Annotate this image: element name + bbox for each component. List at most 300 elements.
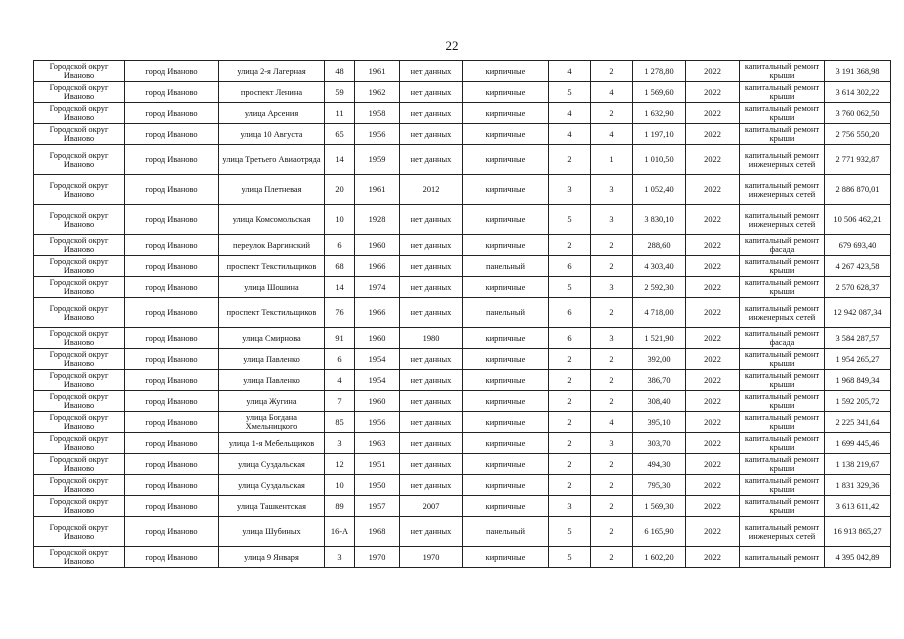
cell-floors: 6 — [549, 328, 591, 349]
cell-city: город Иваново — [125, 349, 219, 370]
cell-district: Городской округ Иваново — [34, 124, 125, 145]
table-row — [34, 454, 891, 475]
cell-floors: 2 — [549, 412, 591, 433]
cell-work-type: капитальный ремонт крыши — [740, 103, 825, 124]
cell-material: кирпичные — [463, 175, 549, 205]
cell-entrances: 2 — [591, 517, 633, 547]
table-row — [34, 103, 891, 124]
cell-floors: 2 — [549, 454, 591, 475]
cell-cost: 1 968 849,34 — [825, 370, 891, 391]
cell-plan-year: 2022 — [686, 349, 740, 370]
cell-cost: 12 942 087,34 — [825, 298, 891, 328]
cell-material: кирпичные — [463, 82, 549, 103]
cell-street: улица Шошина — [219, 277, 325, 298]
cell-material: кирпичные — [463, 412, 549, 433]
cell-area: 1 632,90 — [633, 103, 686, 124]
cell-cost: 1 699 445,46 — [825, 433, 891, 454]
cell-material: кирпичные — [463, 145, 549, 175]
cell-material: кирпичные — [463, 103, 549, 124]
cell-entrances: 2 — [591, 370, 633, 391]
cell-plan-year: 2022 — [686, 61, 740, 82]
cell-house: 6 — [325, 349, 355, 370]
cell-entrances: 2 — [591, 235, 633, 256]
table-row — [34, 412, 891, 433]
cell-year-built: 1956 — [355, 124, 400, 145]
cell-year-built: 1928 — [355, 205, 400, 235]
cell-year-renovated: нет данных — [400, 433, 463, 454]
cell-entrances: 2 — [591, 391, 633, 412]
cell-floors: 5 — [549, 517, 591, 547]
cell-street: улица Третьего Авиаотряда — [219, 145, 325, 175]
cell-plan-year: 2022 — [686, 475, 740, 496]
cell-year-renovated: нет данных — [400, 124, 463, 145]
cell-plan-year: 2022 — [686, 124, 740, 145]
cell-year-built: 1959 — [355, 145, 400, 175]
cell-work-type: капитальный ремонт крыши — [740, 496, 825, 517]
cell-year-renovated: нет данных — [400, 61, 463, 82]
cell-year-renovated: нет данных — [400, 145, 463, 175]
cell-area: 288,60 — [633, 235, 686, 256]
cell-house: 6 — [325, 235, 355, 256]
cell-area: 795,30 — [633, 475, 686, 496]
table-row — [34, 277, 891, 298]
table-row — [34, 370, 891, 391]
cell-material: кирпичные — [463, 370, 549, 391]
cell-house: 16-А — [325, 517, 355, 547]
cell-house: 65 — [325, 124, 355, 145]
cell-area: 1 010,50 — [633, 145, 686, 175]
cell-plan-year: 2022 — [686, 370, 740, 391]
table-row — [34, 235, 891, 256]
cell-plan-year: 2022 — [686, 547, 740, 568]
cell-year-built: 1966 — [355, 256, 400, 277]
cell-floors: 5 — [549, 547, 591, 568]
cell-house: 11 — [325, 103, 355, 124]
renovation-table — [33, 60, 891, 568]
cell-house: 10 — [325, 475, 355, 496]
cell-cost: 1 138 219,67 — [825, 454, 891, 475]
cell-material: кирпичные — [463, 496, 549, 517]
cell-house: 3 — [325, 433, 355, 454]
cell-cost: 2 570 628,37 — [825, 277, 891, 298]
cell-work-type: капитальный ремонт инженерных сетей — [740, 175, 825, 205]
cell-material: кирпичные — [463, 349, 549, 370]
page-number: 22 — [445, 38, 459, 53]
cell-floors: 5 — [549, 277, 591, 298]
cell-street: улица Смирнова — [219, 328, 325, 349]
cell-work-type: капитальный ремонт инженерных сетей — [740, 298, 825, 328]
cell-material: кирпичные — [463, 205, 549, 235]
cell-work-type: капитальный ремонт крыши — [740, 277, 825, 298]
cell-material: кирпичные — [463, 124, 549, 145]
cell-work-type: капитальный ремонт крыши — [740, 349, 825, 370]
cell-floors: 3 — [549, 175, 591, 205]
cell-city: город Иваново — [125, 412, 219, 433]
cell-area: 1 521,90 — [633, 328, 686, 349]
cell-plan-year: 2022 — [686, 145, 740, 175]
cell-area: 4 303,40 — [633, 256, 686, 277]
cell-street: улица Плетневая — [219, 175, 325, 205]
cell-material: кирпичные — [463, 61, 549, 82]
cell-work-type: капитальный ремонт крыши — [740, 433, 825, 454]
cell-cost: 4 267 423,58 — [825, 256, 891, 277]
cell-floors: 6 — [549, 256, 591, 277]
cell-cost: 2 756 550,20 — [825, 124, 891, 145]
cell-entrances: 2 — [591, 61, 633, 82]
cell-district: Городской округ Иваново — [34, 61, 125, 82]
cell-house: 7 — [325, 391, 355, 412]
cell-city: город Иваново — [125, 454, 219, 475]
cell-street: улица Суздальская — [219, 454, 325, 475]
cell-cost: 1 592 205,72 — [825, 391, 891, 412]
cell-district: Городской округ Иваново — [34, 433, 125, 454]
cell-year-built: 1960 — [355, 391, 400, 412]
cell-area: 395,10 — [633, 412, 686, 433]
cell-city: город Иваново — [125, 256, 219, 277]
cell-year-built: 1958 — [355, 103, 400, 124]
cell-material: кирпичные — [463, 328, 549, 349]
cell-plan-year: 2022 — [686, 235, 740, 256]
cell-entrances: 2 — [591, 103, 633, 124]
cell-year-built: 1962 — [355, 82, 400, 103]
cell-city: город Иваново — [125, 175, 219, 205]
cell-cost: 3 191 368,98 — [825, 61, 891, 82]
cell-year-renovated: нет данных — [400, 475, 463, 496]
cell-area: 4 718,00 — [633, 298, 686, 328]
cell-street: улица 9 Января — [219, 547, 325, 568]
cell-street: улица Комсомольская — [219, 205, 325, 235]
cell-entrances: 2 — [591, 547, 633, 568]
cell-work-type: капитальный ремонт крыши — [740, 82, 825, 103]
table-row — [34, 349, 891, 370]
cell-city: город Иваново — [125, 205, 219, 235]
cell-district: Городской округ Иваново — [34, 103, 125, 124]
cell-house: 85 — [325, 412, 355, 433]
cell-work-type: капитальный ремонт фасада — [740, 328, 825, 349]
cell-street: улица Павленко — [219, 370, 325, 391]
cell-work-type: капитальный ремонт фасада — [740, 235, 825, 256]
cell-work-type: капитальный ремонт — [740, 547, 825, 568]
cell-district: Городской округ Иваново — [34, 391, 125, 412]
cell-year-built: 1963 — [355, 433, 400, 454]
table-row — [34, 82, 891, 103]
table-row — [34, 433, 891, 454]
cell-material: кирпичные — [463, 433, 549, 454]
table-row — [34, 517, 891, 547]
cell-street: улица Павленко — [219, 349, 325, 370]
cell-house: 59 — [325, 82, 355, 103]
cell-house: 91 — [325, 328, 355, 349]
cell-cost: 1 954 265,27 — [825, 349, 891, 370]
cell-floors: 2 — [549, 235, 591, 256]
cell-district: Городской округ Иваново — [34, 145, 125, 175]
cell-city: город Иваново — [125, 391, 219, 412]
cell-year-built: 1960 — [355, 235, 400, 256]
cell-district: Городской округ Иваново — [34, 82, 125, 103]
cell-area: 1 602,20 — [633, 547, 686, 568]
cell-entrances: 2 — [591, 298, 633, 328]
cell-material: кирпичные — [463, 391, 549, 412]
cell-district: Городской округ Иваново — [34, 328, 125, 349]
cell-year-renovated: 1970 — [400, 547, 463, 568]
cell-district: Городской округ Иваново — [34, 175, 125, 205]
cell-city: город Иваново — [125, 370, 219, 391]
cell-district: Городской округ Иваново — [34, 412, 125, 433]
cell-plan-year: 2022 — [686, 412, 740, 433]
cell-material: панельный — [463, 298, 549, 328]
cell-year-built: 1954 — [355, 349, 400, 370]
cell-entrances: 4 — [591, 82, 633, 103]
table-row — [34, 124, 891, 145]
cell-work-type: капитальный ремонт крыши — [740, 61, 825, 82]
cell-house: 48 — [325, 61, 355, 82]
cell-entrances: 3 — [591, 328, 633, 349]
cell-cost: 1 831 329,36 — [825, 475, 891, 496]
cell-street: проспект Текстильщиков — [219, 298, 325, 328]
cell-year-renovated: 1980 — [400, 328, 463, 349]
cell-cost: 3 613 611,42 — [825, 496, 891, 517]
cell-plan-year: 2022 — [686, 496, 740, 517]
cell-floors: 2 — [549, 145, 591, 175]
table-row — [34, 391, 891, 412]
cell-year-built: 1954 — [355, 370, 400, 391]
cell-district: Городской округ Иваново — [34, 370, 125, 391]
cell-year-renovated: нет данных — [400, 205, 463, 235]
cell-year-built: 1961 — [355, 61, 400, 82]
cell-work-type: капитальный ремонт инженерных сетей — [740, 145, 825, 175]
cell-entrances: 2 — [591, 454, 633, 475]
cell-street: улица 2-я Лагерная — [219, 61, 325, 82]
cell-floors: 4 — [549, 61, 591, 82]
cell-floors: 6 — [549, 298, 591, 328]
cell-cost: 3 614 302,22 — [825, 82, 891, 103]
cell-work-type: капитальный ремонт крыши — [740, 370, 825, 391]
cell-plan-year: 2022 — [686, 277, 740, 298]
cell-material: кирпичные — [463, 454, 549, 475]
cell-work-type: капитальный ремонт крыши — [740, 124, 825, 145]
cell-city: город Иваново — [125, 61, 219, 82]
cell-street: улица Богдана Хмельницкого — [219, 412, 325, 433]
cell-area: 1 569,30 — [633, 496, 686, 517]
cell-floors: 4 — [549, 124, 591, 145]
cell-cost: 10 506 462,21 — [825, 205, 891, 235]
cell-plan-year: 2022 — [686, 205, 740, 235]
cell-area: 1 052,40 — [633, 175, 686, 205]
cell-plan-year: 2022 — [686, 433, 740, 454]
cell-cost: 3 584 287,57 — [825, 328, 891, 349]
cell-city: город Иваново — [125, 433, 219, 454]
cell-floors: 2 — [549, 391, 591, 412]
cell-plan-year: 2022 — [686, 175, 740, 205]
cell-cost: 679 693,40 — [825, 235, 891, 256]
cell-floors: 2 — [549, 370, 591, 391]
cell-plan-year: 2022 — [686, 103, 740, 124]
cell-work-type: капитальный ремонт инженерных сетей — [740, 205, 825, 235]
cell-house: 4 — [325, 370, 355, 391]
cell-house: 14 — [325, 277, 355, 298]
cell-plan-year: 2022 — [686, 82, 740, 103]
cell-year-renovated: нет данных — [400, 82, 463, 103]
cell-work-type: капитальный ремонт инженерных сетей — [740, 517, 825, 547]
cell-plan-year: 2022 — [686, 517, 740, 547]
cell-work-type: капитальный ремонт крыши — [740, 256, 825, 277]
cell-year-built: 1966 — [355, 298, 400, 328]
cell-year-built: 1951 — [355, 454, 400, 475]
cell-district: Городской округ Иваново — [34, 298, 125, 328]
cell-material: кирпичные — [463, 235, 549, 256]
cell-material: кирпичные — [463, 277, 549, 298]
cell-plan-year: 2022 — [686, 328, 740, 349]
cell-entrances: 1 — [591, 145, 633, 175]
cell-street: улица 10 Августа — [219, 124, 325, 145]
cell-year-renovated: нет данных — [400, 256, 463, 277]
table-row — [34, 298, 891, 328]
cell-area: 2 592,30 — [633, 277, 686, 298]
cell-plan-year: 2022 — [686, 391, 740, 412]
cell-area: 494,30 — [633, 454, 686, 475]
cell-house: 89 — [325, 496, 355, 517]
cell-year-renovated: нет данных — [400, 454, 463, 475]
cell-year-built: 1956 — [355, 412, 400, 433]
table-row — [34, 496, 891, 517]
cell-entrances: 2 — [591, 475, 633, 496]
table-row — [34, 175, 891, 205]
cell-district: Городской округ Иваново — [34, 256, 125, 277]
table-row — [34, 328, 891, 349]
cell-year-renovated: нет данных — [400, 235, 463, 256]
cell-material: кирпичные — [463, 547, 549, 568]
cell-cost: 4 395 042,89 — [825, 547, 891, 568]
cell-year-built: 1961 — [355, 175, 400, 205]
cell-area: 6 165,90 — [633, 517, 686, 547]
cell-year-built: 1957 — [355, 496, 400, 517]
cell-year-renovated: нет данных — [400, 103, 463, 124]
cell-entrances: 4 — [591, 412, 633, 433]
cell-street: улица Жугина — [219, 391, 325, 412]
cell-city: город Иваново — [125, 298, 219, 328]
cell-area: 303,70 — [633, 433, 686, 454]
cell-cost: 3 760 062,50 — [825, 103, 891, 124]
cell-cost: 16 913 865,27 — [825, 517, 891, 547]
cell-street: переулок Варгинский — [219, 235, 325, 256]
cell-work-type: капитальный ремонт крыши — [740, 454, 825, 475]
cell-city: город Иваново — [125, 475, 219, 496]
cell-city: город Иваново — [125, 82, 219, 103]
cell-year-renovated: нет данных — [400, 391, 463, 412]
cell-area: 392,00 — [633, 349, 686, 370]
cell-city: город Иваново — [125, 103, 219, 124]
cell-material: панельный — [463, 517, 549, 547]
cell-city: город Иваново — [125, 517, 219, 547]
cell-district: Городской округ Иваново — [34, 517, 125, 547]
cell-area: 1 569,60 — [633, 82, 686, 103]
cell-year-built: 1968 — [355, 517, 400, 547]
cell-entrances: 2 — [591, 256, 633, 277]
cell-entrances: 3 — [591, 433, 633, 454]
cell-plan-year: 2022 — [686, 298, 740, 328]
cell-area: 3 830,10 — [633, 205, 686, 235]
cell-year-renovated: нет данных — [400, 298, 463, 328]
cell-city: город Иваново — [125, 547, 219, 568]
cell-work-type: капитальный ремонт крыши — [740, 391, 825, 412]
cell-entrances: 2 — [591, 349, 633, 370]
table-row — [34, 61, 891, 82]
cell-plan-year: 2022 — [686, 454, 740, 475]
cell-material: кирпичные — [463, 475, 549, 496]
cell-year-renovated: нет данных — [400, 412, 463, 433]
cell-floors: 2 — [549, 475, 591, 496]
cell-plan-year: 2022 — [686, 256, 740, 277]
cell-district: Городской округ Иваново — [34, 496, 125, 517]
cell-entrances: 2 — [591, 496, 633, 517]
cell-area: 386,70 — [633, 370, 686, 391]
cell-street: улица 1-я Мебельщиков — [219, 433, 325, 454]
cell-entrances: 4 — [591, 124, 633, 145]
cell-year-renovated: 2012 — [400, 175, 463, 205]
cell-house: 68 — [325, 256, 355, 277]
cell-district: Городской округ Иваново — [34, 547, 125, 568]
cell-work-type: капитальный ремонт крыши — [740, 412, 825, 433]
cell-house: 20 — [325, 175, 355, 205]
cell-year-renovated: нет данных — [400, 517, 463, 547]
cell-year-renovated: нет данных — [400, 349, 463, 370]
cell-year-built: 1950 — [355, 475, 400, 496]
cell-district: Городской округ Иваново — [34, 454, 125, 475]
cell-street: проспект Текстильщиков — [219, 256, 325, 277]
cell-street: проспект Ленина — [219, 82, 325, 103]
cell-house: 3 — [325, 547, 355, 568]
cell-year-renovated: нет данных — [400, 277, 463, 298]
cell-floors: 5 — [549, 205, 591, 235]
cell-city: город Иваново — [125, 124, 219, 145]
cell-entrances: 3 — [591, 277, 633, 298]
cell-house: 76 — [325, 298, 355, 328]
cell-entrances: 3 — [591, 175, 633, 205]
cell-material: панельный — [463, 256, 549, 277]
cell-year-built: 1960 — [355, 328, 400, 349]
cell-cost: 2 771 932,87 — [825, 145, 891, 175]
cell-city: город Иваново — [125, 328, 219, 349]
cell-year-renovated: нет данных — [400, 370, 463, 391]
cell-district: Городской округ Иваново — [34, 349, 125, 370]
table-row — [34, 145, 891, 175]
cell-floors: 4 — [549, 103, 591, 124]
cell-district: Городской округ Иваново — [34, 235, 125, 256]
cell-cost: 2 225 341,64 — [825, 412, 891, 433]
cell-floors: 2 — [549, 349, 591, 370]
cell-street: улица Ташкентская — [219, 496, 325, 517]
cell-street: улица Шубиных — [219, 517, 325, 547]
cell-district: Городской округ Иваново — [34, 205, 125, 235]
cell-district: Городской округ Иваново — [34, 277, 125, 298]
cell-street: улица Арсения — [219, 103, 325, 124]
cell-city: город Иваново — [125, 277, 219, 298]
cell-city: город Иваново — [125, 235, 219, 256]
table-row — [34, 256, 891, 277]
cell-work-type: капитальный ремонт крыши — [740, 475, 825, 496]
cell-district: Городской округ Иваново — [34, 475, 125, 496]
cell-floors: 2 — [549, 433, 591, 454]
cell-area: 1 278,80 — [633, 61, 686, 82]
table-row — [34, 475, 891, 496]
table-row — [34, 205, 891, 235]
cell-floors: 5 — [549, 82, 591, 103]
cell-entrances: 3 — [591, 205, 633, 235]
cell-cost: 2 886 870,01 — [825, 175, 891, 205]
cell-area: 308,40 — [633, 391, 686, 412]
cell-house: 10 — [325, 205, 355, 235]
cell-area: 1 197,10 — [633, 124, 686, 145]
